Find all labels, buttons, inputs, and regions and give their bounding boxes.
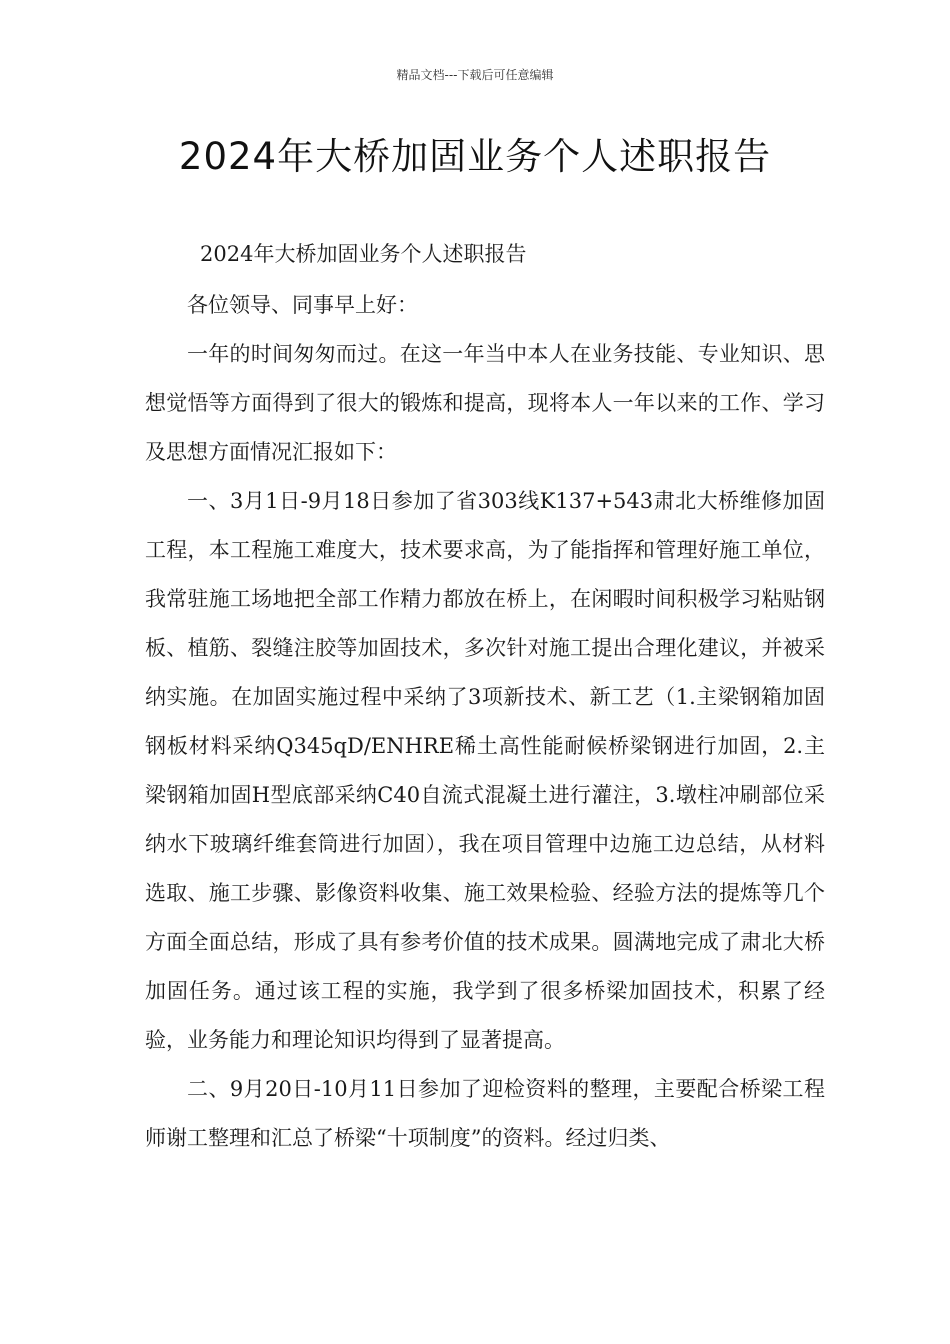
- document-body: [145, 230, 825, 1163]
- paragraph-greeting: 各位领导、同事早上好：: [187, 293, 418, 317]
- header-note: 精品文档---下载后可任意编辑: [396, 68, 554, 82]
- document-subtitle: 2024年大桥加固业务个人述职报告: [200, 242, 527, 266]
- paragraph-section-1: 一、3月1日-9月18日参加了省303线K137+543肃北大桥维修加固工程，本工程施工难度大，技术要求高，为了能指挥和管理好施工单位，我常驻施工场地把全部工作精力都放在桥上，在闲暇时间积极学习粘贴钢板、植筋、裂缝注胶等加固技术，多次针对施工提出合理化建议，并被采纳实施。在加固实施过程中采纳了3项新技术、新工艺（1.主梁钢箱加固钢板材料采纳Q345qD/ENHRE稀土高性能耐候桥梁钢进行加固，2.主梁钢箱加固H型底部采纳C40自流式混凝土进行灌注，3.墩柱冲刷部位采纳水下玻璃纤维套筒进行加固），我在项目管理中边施工边总结，从材料选取、施工步骤、影像资料收集、施工效果检验、经验方法的提炼等几个方面全面总结，形成了具有参考价值的技术成果。圆满地完成了肃北大桥加固任务。通过该工程的实施，我学到了很多桥梁加固技术，积累了经验，业务能力和理论知识均得到了显著提高。: [145, 489, 825, 1052]
- paragraph-section-2: 二、9月20日-10月11日参加了迎检资料的整理，主要配合桥梁工程师谢工整理和汇总了桥梁“十项制度”的资料。经过归类、: [145, 1077, 825, 1150]
- paragraph-intro: 一年的时间匆匆而过。在这一年当中本人在业务技能、专业知识、思想觉悟等方面得到了很大的锻炼和提高，现将本人一年以来的工作、学习及思想方面情况汇报如下：: [145, 342, 825, 464]
- document-title: 2024年大桥加固业务个人述职报告: [178, 135, 772, 178]
